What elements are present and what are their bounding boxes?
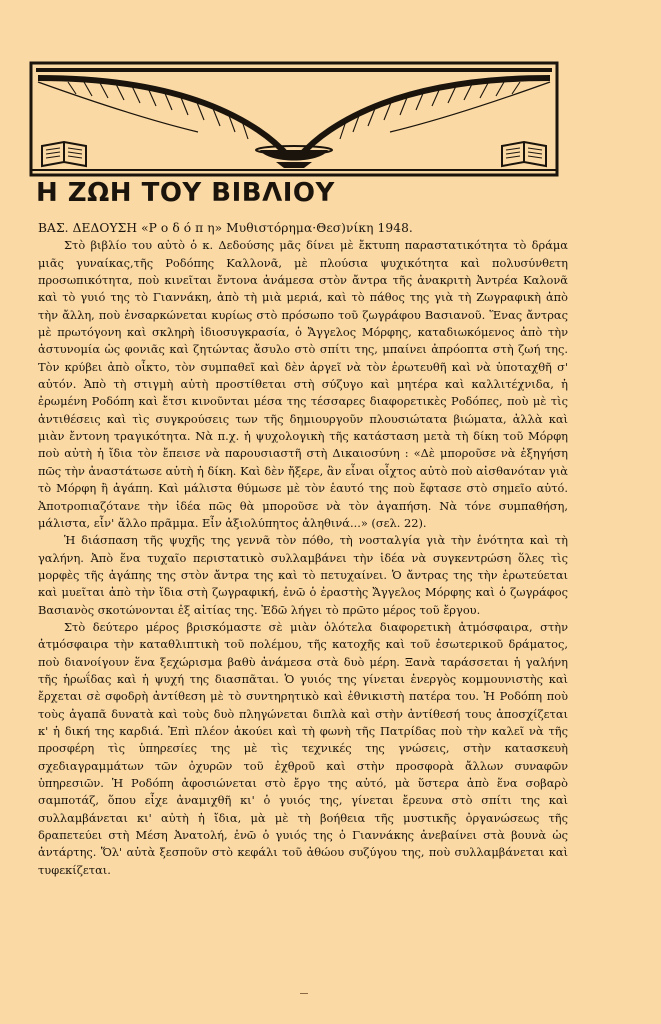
review-paragraph-1: Στὸ βιβλίο του αὐτὸ ὁ κ. Δεδούσης μᾶς δίνει μὲ ἔκτυπη παραστατικότητα τὸ δράμα μιᾶς γυναίκας,τῆς Ροδόπης Καλλονᾶ, μὲ πλούσια ψυχικότητα καὶ πολυσύνθετη προσωπικότητα, ποὺ κινεῖται ἔντονα ἀνάμεσα στὸν ἄντρα τῆς ἀνακριτὴ Ἀντρέα Καλονᾶ καὶ τὸ γυιό της τὸ Γιαννάκη, ἀπὸ τὴ μιὰ μεριά, καὶ τὸ πάθος της γιὰ τὴ Ζωγραφικὴ ἀπὸ τὴν ἄλλη, ποὺ ἐνσαρκώνεται κυρίως στὸ πρόσωπο τοῦ ζωγράφου Βασιανοῦ. Ἕνας ἄντρας μὲ πρωτόγονη καὶ σκληρὴ ἰδιοσυγκρασία, ὁ Ἄγγελος Μόρφης, καταδιωκόμενος ἀπὸ τὴν ἀστυνομία ὡς φονιᾶς καὶ ζητώντας ἄσυλο στὸ σπίτι της, μπαίνει ἀπρόοπτα στὴ ζωή της. Τὸν κρύβει ἀπὸ οἶκτο, τὸν συμπαθεῖ καὶ δὲν ἀργεῖ νὰ τὸν ἐρωτευθῆ καὶ νὰ ὑποταχθῆ σ' αὐτόν. Ἀπὸ τὴ στιγμὴ αὐτὴ προστίθεται στὴ σύζυγο καὶ μητέρα καὶ καλλιτέχνιδα, ἡ ἐρωμένη Ροδόπη καὶ ἔτσι κινοῦνται μέσα της τέσσαρες διαφορετικὲς Ροδόπες, ποὺ μὲ τὶς ἀντιθέσεις καὶ τὶς συγκρούσεις των τῆς δημιουργοῦν πλουσιώτατα βιώματα, ἀλλὰ καὶ μιὰν ἔντονη τραγικότητα. Νὰ π.χ. ἡ ψυχολογικὴ τῆς κατάσταση μετὰ τὴ δίκη τοῦ Μόρφη ποὺ αὐτὴ ἡ ἴδια τὸν ἔπεισε νὰ παρουσιαστῆ στὴ Δικαιοσύνη : «Δὲ μποροῦσε νὰ ἐξηγήση πῶς τὴν ἀναστάτωσε αὐτὴ ἡ δίκη. Καὶ δὲν ἤξερε, ἂν εἶναι οἶχτος αὐτὸ ποὺ αἰσθανόταν γιὰ τὸ Μόρφη ἢ ἀγάπη. Καὶ μάλιστα θύμωσε μὲ τὸν ἑαυτό της ποὺ ἔφτασε στὸ σημεῖο αὐτό. Ἀποτροπιαζότανε τὴν ἰδέα πῶς θὰ μποροῦσε νὰ τὸν ἀγαπήση. Νὰ τόνε συμπαθήση, μάλιστα, εἶν' ἄλλο πρᾶμμα. Εἶν ἀξιολύπητος ἀληθινά...» (σελ. 22). (38, 238, 568, 530)
book-review-article (38, 220, 568, 879)
bibliographic-line: ΒΑΣ. ΔΕΔΟΥΣΗ «Ρ ο δ ό π η» Μυθιστόρημα·Θεσ)νίκη 1948. (38, 221, 413, 235)
section-title: Η ΖΩΗ ΤΟΥ ΒΙΒΛΙΟΥ (36, 178, 335, 208)
book-wings-headpiece-icon (28, 60, 560, 178)
review-paragraph-2: Ἡ διάσπαση τῆς ψυχῆς της γεννᾶ τὸν πόθο, τὴ νοσταλγία γιὰ τὴν ἑνότητα καὶ τὴ γαλήνη. Ἀπὸ ἕνα τυχαῖο περιστατικὸ συλλαμβάνει τὴν ἰδέα νὰ συγκεντρώση ὅλες τὶς μορφὲς τῆς ἀγάπης της στὸν ἄντρα της καὶ τὸ πετυχαίνει. Ὁ ἄντρας της τὴν ἐρωτεύεται καὶ μυεῖται ἀπὸ τὴν ἴδια στὴ ζωγραφική, ἐνῶ ὁ ἐραστὴς Ἄγγελος Μόρφης καὶ ὁ ζωγράφος Βασιανὸς σκοτώνονται ἐξ αἰτίας της. Ἐδῶ λήγει τὸ πρῶτο μέρος τοῦ ἔργου. (38, 533, 568, 617)
page-end-mark (300, 993, 308, 994)
review-paragraph-3: Στὸ δεύτερο μέρος βρισκόμαστε σὲ μιὰν ὁλότελα διαφορετικὴ ἀτμόσφαιρα, στὴν ἀτμόσφαιρα τὴν καταθλιπτικὴ τοῦ πολέμου, τῆς κατοχῆς καὶ τοῦ ἐσωτερικοῦ δράματος, ποὺ διανοίγουν ἕνα ξεχώρισμα βαθὺ ἀνάμεσα στὰ δυὸ μέρη. Ξανὰ ταράσσεται ἡ γαλήνη τῆς ἡρωΐδας καὶ ἡ ψυχή της διασπᾶται. Ὁ γυιός της γίνεται ἐνεργὸς κομμουνιστὴς καὶ ἔρχεται σὲ σφοδρὴ ἀντίθεση μὲ τὸ συντηρητικὸ καὶ ἐθνικιστὴ πατέρα του. Ἡ Ροδόπη ποὺ τοὺς ἀγαπᾶ δυνατὰ καὶ τοὺς δυὸ πληγώνεται διπλὰ καὶ στὴν ἀντίθεσή τους ἀποσχίζεται κ' ἡ δική της καρδιά. Ἐπὶ πλέον ἀκούει καὶ τὴ φωνὴ τῆς Πατρίδας ποὺ τὴν καλεῖ νὰ τῆς προσφέρη τὶς ὑπηρεσίες της μὲ τὶς τεχνικές της γνώσεις, στὴν κατασκευὴ σχεδιαγραμμάτων τῶν ὀχυρῶν τοῦ ἐχθροῦ καὶ στὴν προσφορὰ ἄλλων συναφῶν ὑπηρεσιῶν. Ἡ Ροδόπη ἀφοσιώνεται στὸ ἔργο της αὐτό, μὰ ὕστερα ἀπὸ ἕνα σοβαρὸ σαμποτάζ, ὅπου εἶχε ἀναμιχθῆ κι' ὁ γυιός της, γίνεται ἔρευνα στὸ σπίτι της καὶ συλλαμβάνεται κι' αὐτὴ ἡ ἴδια, μὰ μὲ τὴ βοήθεια τῆς μυστικῆς ὀργανώσεως τῆς δραπετεύει στὴ Μέση Ἀνατολή, ἐνῶ ὁ γυιός της ὁ Γιαννάκης ἀνεβαίνει στὰ βουνὰ ὡς ἀντάρτης. Ὅλ' αὐτὰ ξεσποῦν στὸ κεφάλι τοῦ ἀθώου συζύγου της, ποὺ συλλαμβάνεται καὶ τυφεκίζεται. (38, 619, 568, 877)
headpiece-ornament (28, 60, 560, 178)
